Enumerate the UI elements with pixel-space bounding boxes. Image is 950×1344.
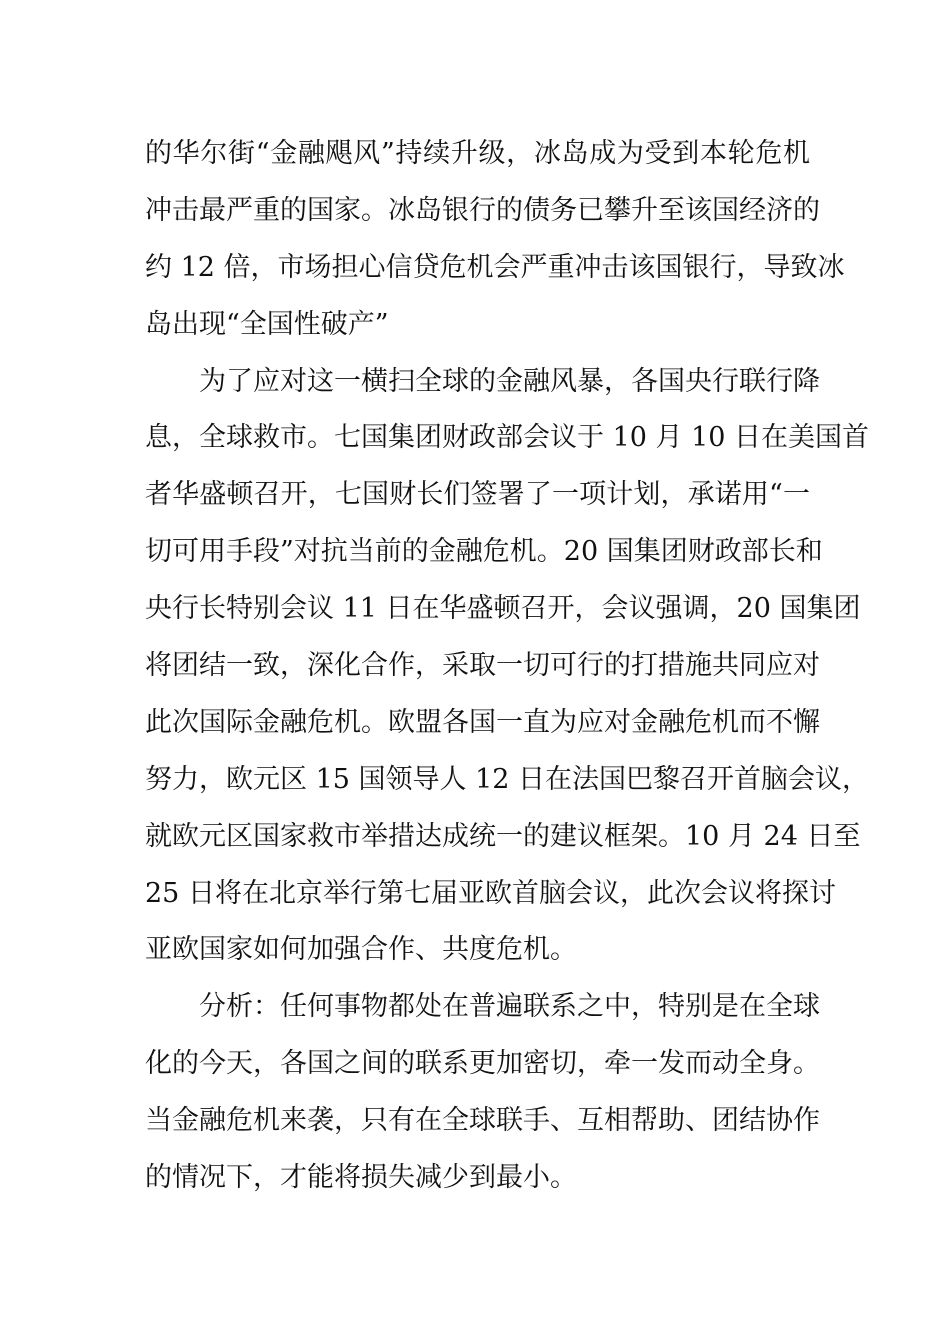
paragraph-3 xyxy=(145,979,820,1207)
paragraph-1 xyxy=(145,126,845,354)
text-line: 将团结一致，深化合作，采取一切可行的打措施共同应对 xyxy=(145,650,820,682)
text-line: 亚欧国家如何加强合作、共度危机。 xyxy=(145,934,577,966)
text-line: 岛出现“全国性破产” xyxy=(145,308,389,340)
text-line: 冲击最严重的国家。冰岛银行的债务已攀升至该国经济的 xyxy=(145,194,820,226)
text-line: 当金融危机来袭，只有在全球联手、互相帮助、团结协作 xyxy=(145,1105,820,1137)
text-line: 息，全球救市。七国集团财政部会议于 10 月 10 日在美国首 xyxy=(145,422,870,454)
document-body xyxy=(145,126,870,1207)
text-line: 切可用手段”对抗当前的金融危机。20 国集团财政部长和 xyxy=(145,536,823,568)
text-line: 者华盛顿召开，七国财长们签署了一项计划，承诺用“一 xyxy=(145,479,810,511)
text-line: 25 日将在北京举行第七届亚欧首脑会议，此次会议将探讨 xyxy=(145,877,836,909)
text-line: 央行长特别会议 11 日在华盛顿召开，会议强调，20 国集团 xyxy=(145,593,861,625)
paragraph-2 xyxy=(145,354,870,980)
text-line: 化的今天，各国之间的联系更加密切，牵一发而动全身。 xyxy=(145,1048,820,1080)
text-line: 的情况下，才能将损失减少到最小。 xyxy=(145,1162,577,1194)
text-line: 为了应对这一横扫全球的金融风暴，各国央行联行降 xyxy=(199,365,820,397)
text-line: 努力，欧元区 15 国领导人 12 日在法国巴黎召开首脑会议， xyxy=(145,763,870,795)
text-line: 就欧元区国家救市举措达成统一的建议框架。10 月 24 日至 xyxy=(145,820,861,852)
text-line: 的华尔街“金融飓风”持续升级，冰岛成为受到本轮危机 xyxy=(145,138,810,169)
text-line: 分析：任何事物都处在普遍联系之中，特别是在全球 xyxy=(199,991,820,1023)
text-line: 此次国际金融危机。欧盟各国一直为应对金融危机而不懈 xyxy=(145,706,820,738)
text-line: 约 12 倍，市场担心信贷危机会严重冲击该国银行，导致冰 xyxy=(145,251,845,283)
